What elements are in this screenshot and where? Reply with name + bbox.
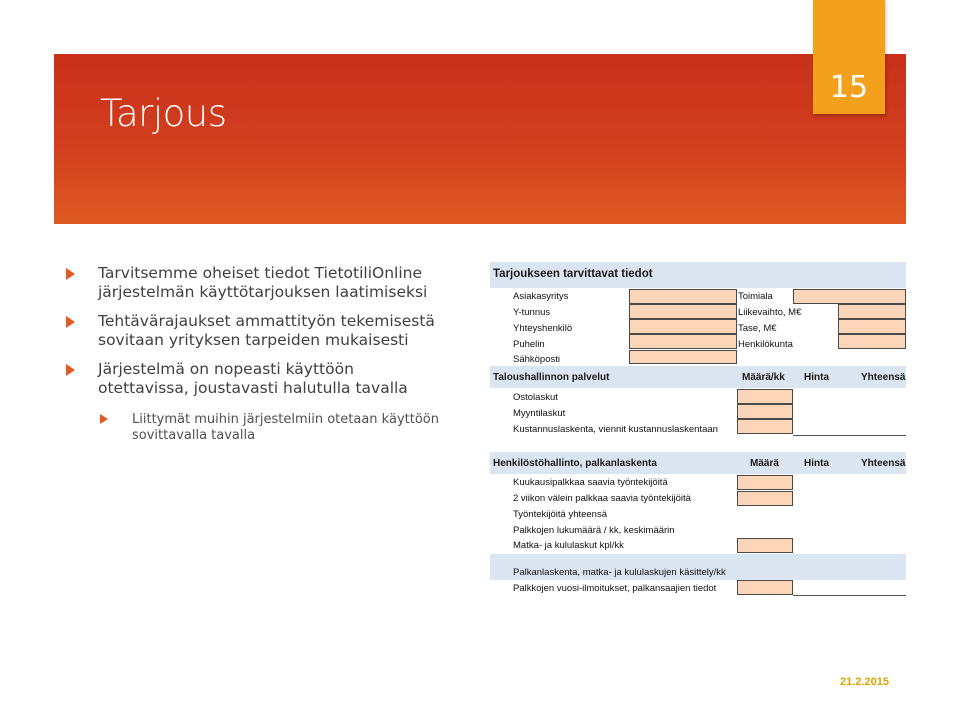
bullet-text: Järjestelmä on nopeasti käyttöön otettavissa, joustavasti halutulla tavalla <box>98 360 408 397</box>
divider <box>793 435 906 436</box>
bullet-list <box>66 264 446 454</box>
page-number: 15 <box>829 70 869 105</box>
field-label: Yhteyshenkilö <box>513 323 573 334</box>
field-label: Tase, M€ <box>738 323 777 334</box>
field-label: Y-tunnus <box>513 307 551 318</box>
field-label: Henkilökunta <box>738 339 793 350</box>
monthly-salaried-input[interactable] <box>737 475 793 490</box>
bullet-item <box>66 264 446 302</box>
field-label: Toimiala <box>738 291 773 302</box>
headcount-input[interactable] <box>838 334 906 349</box>
column-header: Hinta <box>804 458 829 469</box>
bullet-item <box>66 312 446 350</box>
bullet-arrow-icon <box>100 414 108 424</box>
expense-claims-input[interactable] <box>737 538 793 553</box>
bullet-item <box>66 360 446 398</box>
column-header: Yhteensä <box>861 458 906 469</box>
bullet-arrow-icon <box>66 316 75 328</box>
contact-person-input[interactable] <box>629 319 737 334</box>
item-label: Matka- ja kululaskut kpl/kk <box>513 540 624 551</box>
purchase-invoices-input[interactable] <box>737 389 793 404</box>
field-label: Puhelin <box>513 339 545 350</box>
business-id-input[interactable] <box>629 304 737 319</box>
email-input[interactable] <box>629 350 737 364</box>
column-header: Määrä <box>750 458 779 469</box>
company-input[interactable] <box>629 289 737 304</box>
annual-reports-input[interactable] <box>737 580 793 595</box>
bullet-arrow-icon <box>66 268 75 280</box>
sales-invoices-input[interactable] <box>737 404 793 419</box>
bullet-text: Tehtävärajaukset ammattityön tekemisestä sovitaan yrityksen tarpeiden mukaisesti <box>98 312 435 349</box>
column-header: Hinta <box>804 372 829 383</box>
item-label: Palkkojen lukumäärä / kk, keskimäärin <box>513 525 675 536</box>
header-band <box>54 54 906 224</box>
item-label: Kustannuslaskenta, viennit kustannuslaskentaan <box>513 424 718 435</box>
item-label: Ostolaskut <box>513 392 558 403</box>
item-label: 2 viikon välein palkkaa saavia työntekijöitä <box>513 493 691 504</box>
bullet-arrow-icon <box>66 364 75 376</box>
balance-input[interactable] <box>838 319 906 334</box>
item-label: Palkkojen vuosi-ilmoitukset, palkansaajien tiedot <box>513 583 717 594</box>
phone-input[interactable] <box>629 334 737 349</box>
column-header: Määrä/kk <box>742 372 785 383</box>
field-label: Sähköposti <box>513 354 561 365</box>
sub-bullet-item <box>66 412 446 444</box>
section-title-offer-info: Tarjoukseen tarvittavat tiedot <box>493 268 653 280</box>
item-label: Palkanlaskenta, matka- ja kululaskujen käsittely/kk <box>513 567 726 578</box>
item-label: Kuukausipalkkaa saavia työntekijöitä <box>513 477 668 488</box>
section-title-finance: Taloushallinnon palvelut <box>493 372 610 383</box>
slide-title: Tarjous <box>100 92 227 135</box>
revenue-input[interactable] <box>838 304 906 319</box>
field-label: Liikevaihto, M€ <box>738 307 802 318</box>
footer-date: 21.2.2015 <box>840 676 889 688</box>
section-title-payroll: Henkilöstöhallinto, palkanlaskenta <box>493 458 657 469</box>
industry-input[interactable] <box>793 289 906 304</box>
sub-bullet-text: Liittymät muihin järjestelmiin otetaan käyttöön sovittavalla tavalla <box>132 412 439 443</box>
bullet-text: Tarvitsemme oheiset tiedot TietotiliOnline järjestelmän käyttötarjouksen laatimiseksi <box>98 264 428 301</box>
item-label: Myyntilaskut <box>513 408 566 419</box>
cost-accounting-input[interactable] <box>737 419 793 434</box>
item-label: Työntekijöitä yhteensä <box>513 509 608 520</box>
column-header: Yhteensä <box>861 372 906 383</box>
biweekly-salaried-input[interactable] <box>737 491 793 506</box>
divider <box>793 595 906 596</box>
field-label: Asiakasyritys <box>513 291 569 302</box>
